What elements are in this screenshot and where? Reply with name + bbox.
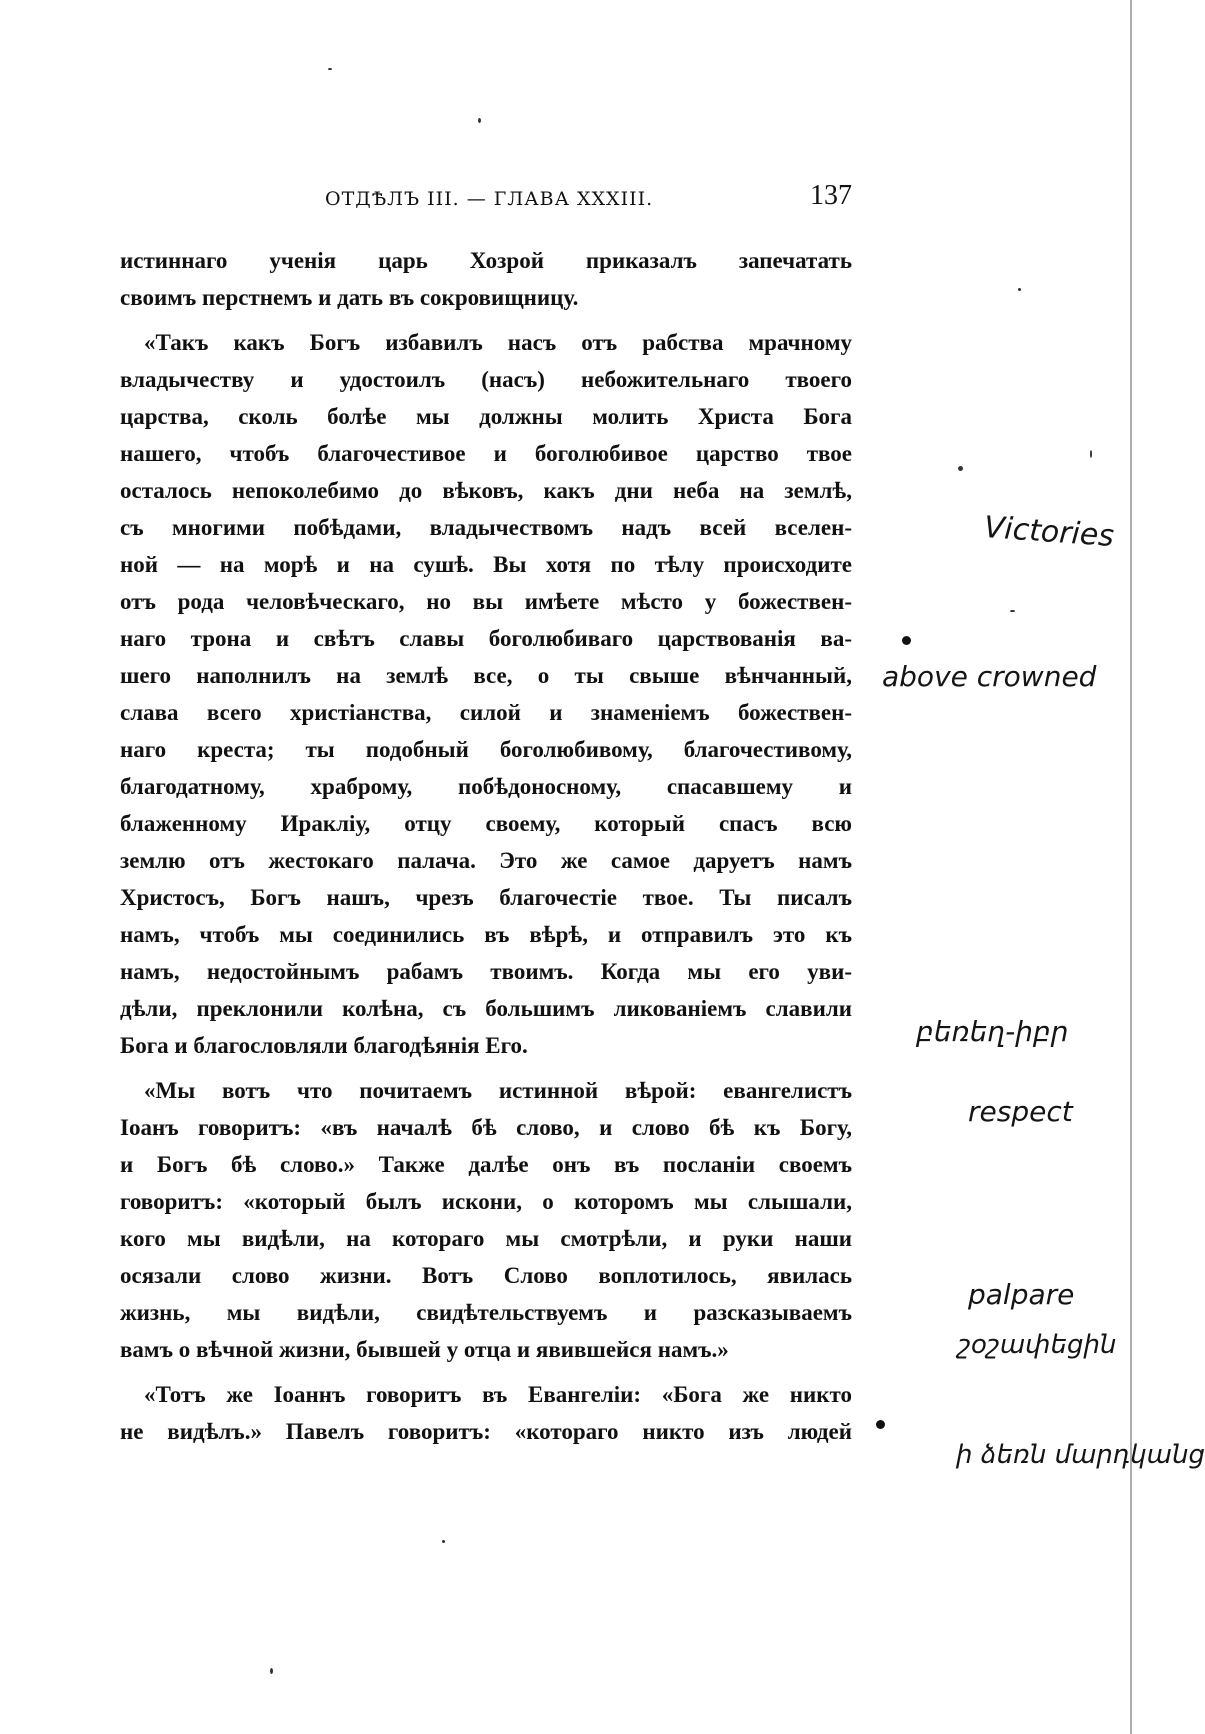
text-line: дѣли, преклонили колѣна, съ большимъ ликованіемъ славили: [120, 996, 852, 1021]
text-line: «Такъ какъ Богъ избавилъ насъ отъ рабства мрачному: [144, 330, 852, 355]
text-line: осязали слово жизни. Вотъ Слово воплотилось, явилась: [120, 1263, 852, 1288]
margin-note-palpare: palpare: [968, 1278, 1075, 1311]
margin-note-above-crowned: above crowned: [882, 660, 1097, 693]
running-header: [120, 180, 852, 224]
speck: [442, 1540, 445, 1543]
text-line: намъ, чтобъ мы соединились въ вѣрѣ, и отправилъ это къ: [120, 922, 852, 947]
margin-dot: [902, 636, 911, 645]
text-line: царства, сколь болѣе мы должны молить Христа Бога: [120, 404, 852, 429]
margin-note-respect: respect: [968, 1095, 1073, 1128]
text-line: и Богъ бѣ слово.» Также далѣе онъ въ посланіи своемъ: [120, 1152, 852, 1177]
text-line: вамъ о вѣчной жизни, бывшей у отца и явившейся намъ.»: [120, 1337, 729, 1362]
text-line: нашего, чтобъ благочестивое и боголюбивое царство твое: [120, 441, 852, 466]
speck: [328, 68, 332, 70]
text-line: ной — на морѣ и на сушѣ. Вы хотя по тѣлу происходите: [120, 552, 852, 577]
speck: [478, 118, 481, 123]
text-line: блаженному Иракліу, отцу своему, который спасъ всю: [120, 811, 852, 836]
margin-note-armenian-2: շօշափեցին: [958, 1330, 1117, 1360]
text-line: шего наполнилъ на землѣ все, о ты свыше вѣнчанный,: [120, 663, 852, 688]
text-line: жизнь, мы видѣли, свидѣтельствуемъ и разсказываемъ: [120, 1300, 852, 1325]
speck: [1090, 450, 1092, 458]
margin-note-armenian-3: ի ձեռն մարդկանց: [956, 1440, 1205, 1470]
text-line: владычеству и удостоилъ (насъ) небожительнаго твоего: [120, 367, 852, 392]
speck: [1018, 288, 1021, 291]
text-line: Христосъ, Богъ нашъ, чрезъ благочестіе твое. Ты писалъ: [120, 885, 852, 910]
margin-note-victories: Victories: [982, 510, 1116, 555]
text-line: Бога и благословляли благодѣянія Его.: [120, 1033, 528, 1058]
text-line: кого мы видѣли, на котораго мы смотрѣли, и руки наши: [120, 1226, 852, 1251]
text-line: намъ, недостойнымъ рабамъ твоимъ. Когда мы его уви-: [120, 959, 852, 984]
speck: [270, 1668, 273, 1674]
text-line: благодатному, храброму, побѣдоносному, спасавшему и: [120, 774, 852, 799]
text-line: съ многими побѣдами, владычествомъ надъ всей вселен-: [120, 515, 852, 540]
text-line: истиннаго ученія царь Хозрой приказалъ запечатать: [120, 248, 852, 273]
text-line: наго креста; ты подобный боголюбивому, благочестивому,: [120, 737, 852, 762]
text-line: «Мы вотъ что почитаемъ истинной вѣрой: евангелистъ: [144, 1078, 852, 1103]
speck: [958, 466, 963, 471]
text-line: слава всего христіанства, силой и знаменіемъ божествен-: [120, 700, 852, 725]
speck: [1010, 610, 1015, 612]
text-line: своимъ перстнемъ и дать въ сокровищницу.: [120, 285, 579, 310]
page-edge-rule: [1130, 0, 1132, 1734]
margin-note-armenian-1: բեռեղ-իբր: [916, 1015, 1069, 1048]
page-number: 137: [810, 180, 852, 211]
text-line: осталось непоколебимо до вѣковъ, какъ дни неба на землѣ,: [120, 478, 852, 503]
body-text: [120, 242, 852, 1450]
text-line: «Тотъ же Іоаннъ говоритъ въ Евангеліи: «Бога же никто: [144, 1382, 852, 1407]
text-line: не видѣлъ.» Павелъ говоритъ: «котораго никто изъ людей: [120, 1419, 852, 1444]
text-line: отъ рода человѣческаго, но вы имѣете мѣсто у божествен-: [120, 589, 852, 614]
text-line: землю отъ жестокаго палача. Это же самое даруетъ намъ: [120, 848, 852, 873]
header-title: ОТДѢЛЪ III. — ГЛАВА XXXIII.: [325, 188, 654, 210]
margin-dot: [876, 1420, 885, 1429]
text-line: наго трона и свѣтъ славы боголюбиваго царствованія ва-: [120, 626, 852, 651]
text-line: говоритъ: «который былъ искони, о которомъ мы слышали,: [120, 1189, 852, 1214]
text-line: Іоанъ говоритъ: «въ началѣ бѣ слово, и слово бѣ къ Богу,: [120, 1115, 852, 1140]
